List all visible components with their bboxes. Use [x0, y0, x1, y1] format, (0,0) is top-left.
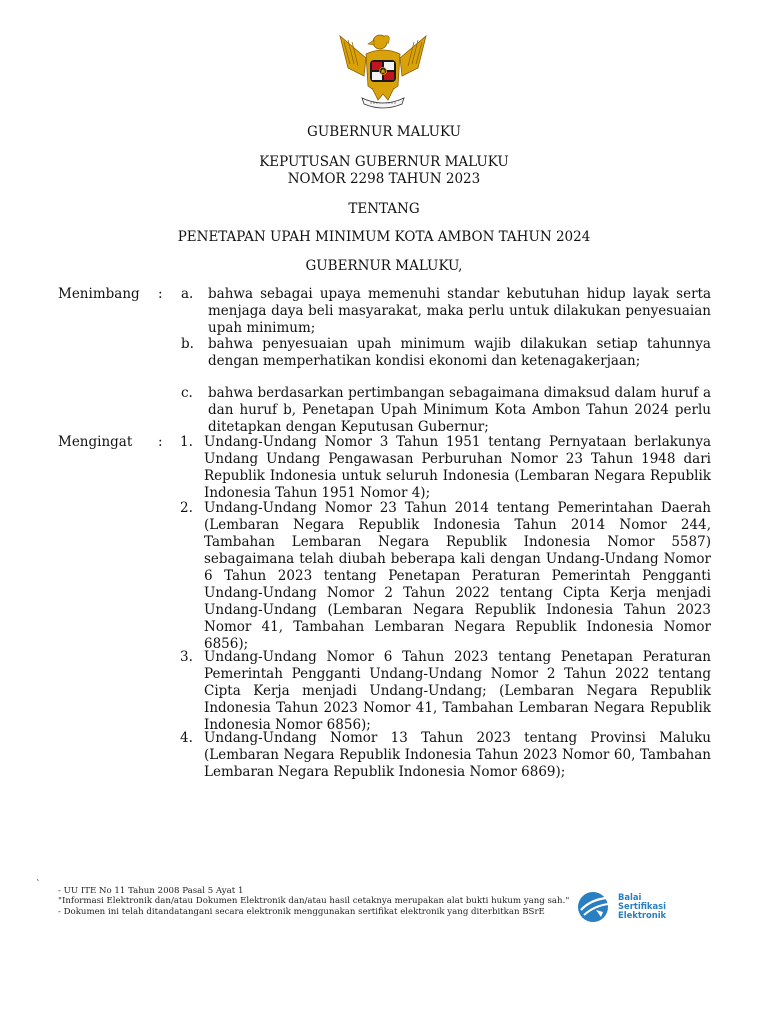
bsre-logo-text [618, 893, 666, 921]
menimbang-marker: a. [181, 286, 194, 302]
bsre-logo-icon [576, 890, 614, 924]
footer-line: "Informasi Elektronik dan/atau Dokumen Elektronik dan/atau hasil cetaknya merupakan alat bukti hukum yang sah." [58, 896, 570, 907]
mengingat-marker: 4. [180, 730, 193, 746]
mengingat-marker: 3. [180, 649, 193, 665]
menimbang-label: Menimbang [58, 286, 140, 302]
bsre-logo-line: Elektronik [618, 910, 667, 921]
governor-heading: GUBERNUR MALUKU, [305, 258, 463, 274]
garuda-emblem-icon [334, 28, 432, 110]
mengingat-marker: 2. [180, 500, 193, 516]
mengingat-label: Mengingat [58, 434, 133, 450]
menimbang-item-text: bahwa penyesuaian upah minimum wajib dilakukan setiap tahunnya dengan memperhatikan kondisi ekonomi dan ketenagakerjaan; [208, 336, 711, 369]
decree-subject: PENETAPAN UPAH MINIMUM KOTA AMBON TAHUN 2024 [177, 229, 591, 245]
mengingat-marker: 1. [180, 434, 193, 450]
decree-title: KEPUTUSAN GUBERNUR MALUKU [259, 154, 509, 170]
bsre-logo-line: Sertifikasi [618, 901, 667, 912]
bsre-logo-line: Balai [618, 892, 642, 902]
mengingat-item-text: Undang-Undang Nomor 23 Tahun 2014 tentang Pemerintahan Daerah (Lembaran Negara Republik Indonesia Tahun 2014 Nomor 244, Tambahan Lembaran Negara Republik Indonesia Nomor 5587) sebagaimana telah diubah beberapa kali dengan Undang-Undang Nomor 6 Tahun 2023 tentang Penetapan Peraturan Pemerintah Pengganti Undang-Undang Nomor 2 Tahun 2022 tentang Cipta Kerja menjadi Undang-Undang (Lembaran Negara Republik Indonesia Tahun 2023 Nomor 41, Tambahan Lembaran Negara Republik Indonesia Nomor 6856); [204, 500, 711, 652]
mengingat-item-text: Undang-Undang Nomor 13 Tahun 2023 tentang Provinsi Maluku (Lembaran Negara Republik Indonesia Tahun 2023 Nomor 60, Tambahan Lembaran Negara Republik Indonesia Nomor 6869); [204, 730, 711, 780]
menimbang-item-text: bahwa berdasarkan pertimbangan sebagaimana dimaksud dalam huruf a dan huruf b, Penetapan Upah Minimum Kota Ambon Tahun 2024 perlu ditetapkan dengan Keputusan Gubernur; [208, 385, 711, 435]
footer-line: - UU ITE No 11 Tahun 2008 Pasal 5 Ayat 1 [58, 886, 244, 896]
mengingat-colon: : [158, 434, 163, 450]
footer-disclaimer [58, 886, 569, 917]
footer-mark: ` [36, 880, 41, 890]
decree-number: NOMOR 2298 TAHUN 2023 [287, 171, 481, 187]
mengingat-item-text: Undang-Undang Nomor 6 Tahun 2023 tentang Penetapan Peraturan Pemerintah Pengganti Undang-Undang Nomor 2 Tahun 2022 tentang Cipta Kerja menjadi Undang-Undang; (Lembaran Negara Republik Indonesia Tahun 2023 Nomor 41, Tambahan Lembaran Negara Republik Indonesia Nomor 6856); [204, 649, 711, 733]
menimbang-marker: c. [181, 385, 193, 401]
menimbang-colon: : [158, 286, 163, 302]
bsre-logo [576, 890, 676, 926]
governor-title: GUBERNUR MALUKU [307, 124, 461, 140]
menimbang-marker: b. [181, 336, 194, 352]
about-label: TENTANG [348, 201, 420, 217]
menimbang-item-text: bahwa sebagai upaya memenuhi standar kebutuhan hidup layak serta menjaga daya beli masyarakat, maka perlu untuk dilakukan penyesuaian upah minimum; [208, 286, 711, 336]
footer-line: - Dokumen ini telah ditandatangani secara elektronik menggunakan sertifikat elektronik yang diterbitkan BSrE [58, 906, 545, 917]
mengingat-item-text: Undang-Undang Nomor 3 Tahun 1951 tentang Pernyataan berlakunya Undang Undang Pengawasan Perburuhan Nomor 23 Tahun 1948 dari Republik Indonesia untuk seluruh Indonesia (Lembaran Negara Republik Indonesia Tahun 1951 Nomor 4); [204, 434, 711, 501]
